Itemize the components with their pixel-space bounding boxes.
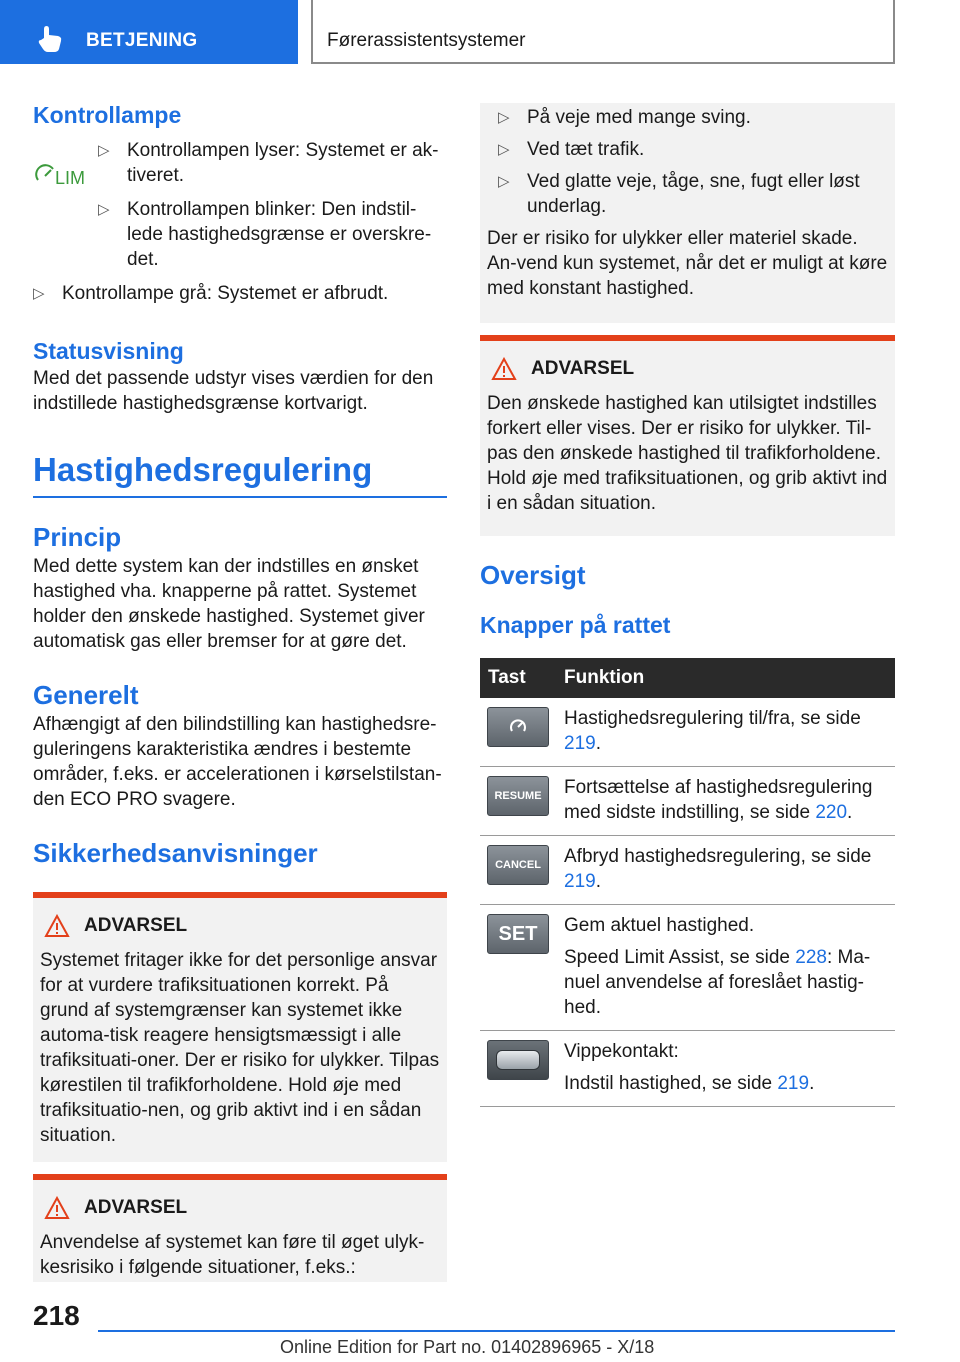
page-link[interactable]: 219 bbox=[564, 871, 596, 892]
page-link[interactable]: 228 bbox=[795, 947, 827, 968]
function-text-after: . bbox=[847, 802, 853, 823]
table-icon-cell bbox=[480, 698, 556, 767]
table-function-cell bbox=[556, 836, 895, 905]
table-function-cell bbox=[556, 767, 895, 836]
warning-text: Der er risiko for ulykker eller materiel skade. An-vend kun systemet, når det er muligt at køre med konstant hastighed. bbox=[487, 228, 888, 299]
generelt-text: Afhængigt af den bilindstilling kan hastighedsre-guleringens karakteristika ændres i bestemte områder, f.eks. er accelerationen i kørselstilstan-den ECO PRO svagere. bbox=[33, 714, 442, 810]
rocker-switch-icon bbox=[487, 1040, 549, 1080]
main-heading: Hastighedsregulering bbox=[33, 451, 373, 488]
function-text: Speed Limit Assist, se side bbox=[564, 947, 796, 968]
warning-header bbox=[40, 1196, 440, 1220]
function-text: Indstil hastighed, se side bbox=[564, 1073, 778, 1094]
princip-heading: Princip bbox=[33, 522, 122, 552]
page-link[interactable]: 219 bbox=[564, 733, 596, 754]
warning-triangle-icon bbox=[44, 914, 70, 938]
icon-text: RESUME bbox=[494, 789, 542, 802]
warning-label: ADVARSEL bbox=[84, 915, 188, 936]
lim-label: LIM bbox=[55, 168, 86, 188]
cruise-onoff-icon bbox=[487, 707, 549, 747]
warning-header bbox=[487, 357, 888, 381]
right-column bbox=[480, 103, 895, 1107]
warning-label: ADVARSEL bbox=[84, 1197, 188, 1218]
situation-item: ▷ Ved tæt trafik. bbox=[498, 137, 888, 162]
warning-box bbox=[480, 335, 895, 536]
buttons-table bbox=[480, 658, 895, 1107]
function-text-after: : Ma-nuel anvendelse af foreslået hastig-hed. bbox=[564, 947, 871, 1018]
header-title-box bbox=[311, 0, 895, 64]
icon-text: SET bbox=[498, 922, 538, 945]
lim-indicator-icon bbox=[33, 164, 87, 194]
heading-rule bbox=[33, 496, 447, 498]
footer-rule bbox=[98, 1330, 895, 1332]
table-header-row bbox=[480, 658, 895, 698]
princip-text: Med dette system kan der indstilles en ønsket hastighed vha. knapperne på rattet. Systemet holder den ønskede hastighed. Systemet giver automatisk gas eller bremser for at gøre det. bbox=[33, 556, 425, 652]
function-text: Hastighedsregulering til/fra, se side bbox=[564, 708, 861, 729]
table-row bbox=[480, 836, 895, 905]
header-section-label: BETJENING bbox=[86, 30, 198, 51]
generelt-heading: Generelt bbox=[33, 680, 139, 710]
kontrollampe-item: ▷ Kontrollampen blinker: Den indstil-lede hastighedsgrænse er overskre-det. bbox=[98, 197, 447, 272]
knapper-heading: Knapper på rattet bbox=[480, 612, 671, 638]
table-row bbox=[480, 698, 895, 767]
table-function-cell bbox=[556, 905, 895, 1031]
oversigt-heading: Oversigt bbox=[480, 560, 586, 590]
situation-item: ▷ Ved glatte veje, tåge, sne, fugt eller løst underlag. bbox=[498, 169, 888, 219]
page-number: 218 bbox=[33, 1300, 80, 1331]
warning-triangle-icon bbox=[491, 357, 517, 381]
table-icon-cell bbox=[480, 767, 556, 836]
function-text: Fortsættelse af hastighedsregulering med sidste indstilling, se side bbox=[564, 777, 873, 823]
sikkerhed-heading: Sikkerhedsanvisninger bbox=[33, 838, 318, 868]
header-title: Førerassistentsystemer bbox=[327, 30, 526, 51]
table-function-cell bbox=[556, 698, 895, 767]
kontrollampe-gray-item: ▷ Kontrollampe grå: Systemet er afbrudt. bbox=[33, 281, 447, 306]
icon-text: CANCEL bbox=[495, 858, 541, 871]
resume-button-icon bbox=[487, 776, 549, 816]
kontrollampe-block bbox=[33, 138, 447, 306]
table-icon-cell bbox=[480, 836, 556, 905]
function-text-2 bbox=[564, 945, 887, 1020]
function-text: Afbryd hastighedsregulering, se side bbox=[564, 846, 872, 867]
left-column bbox=[33, 100, 447, 1282]
page-link[interactable]: 219 bbox=[777, 1073, 810, 1094]
kontrollampe-heading: Kontrollampe bbox=[33, 102, 182, 128]
warning-label: ADVARSEL bbox=[531, 358, 635, 379]
warning-triangle-icon bbox=[44, 1196, 70, 1220]
warning-header bbox=[40, 914, 440, 938]
table-header-cell: Tast bbox=[480, 658, 556, 698]
table-icon-cell bbox=[480, 905, 556, 1031]
set-button-icon bbox=[487, 914, 549, 954]
hand-icon bbox=[36, 24, 66, 54]
table-header-cell: Funktion bbox=[556, 658, 895, 698]
function-text: Vippekontakt: bbox=[564, 1041, 679, 1062]
table-function-cell bbox=[556, 1031, 895, 1107]
function-text-2 bbox=[564, 1071, 887, 1096]
function-text-after: . bbox=[809, 1073, 815, 1094]
warning-text: Systemet fritager ikke for det personlige ansvar for at vurdere trafiksituationen korrekt. På grund af systemgrænser kan systemet ikke automa-tisk reagere hensigtsmæssigt i alle trafiksituati-oner. Der er risiko for ulykker. Tilpas kørestilen til trafikforholdene. Hold øje med trafiksituatio-nen, og grib aktivt ind i en sådan situation. bbox=[40, 950, 440, 1146]
footer-edition: Online Edition for Part no. 01402896965 - X/18 bbox=[280, 1337, 655, 1357]
warning-box bbox=[33, 1174, 447, 1282]
statusvisning-heading: Statusvisning bbox=[33, 338, 184, 364]
warning-text: Anvendelse af systemet kan føre til øget ulyk-kesrisiko i følgende situationer, f.eks.: bbox=[40, 1232, 425, 1278]
cancel-button-icon bbox=[487, 845, 549, 885]
function-text-after: . bbox=[595, 733, 601, 754]
table-row bbox=[480, 905, 895, 1031]
warning-continuation bbox=[480, 103, 895, 323]
warning-text: Den ønskede hastighed kan utilsigtet indstilles forkert eller vises. Der er risiko for ulykker. Til-pas den ønskede hastighed til trafikforholdene. Hold øje med trafiksituationen, og grib aktivt ind i en sådan situation. bbox=[487, 393, 888, 514]
table-icon-cell bbox=[480, 1031, 556, 1107]
header-section-tab bbox=[0, 0, 298, 64]
table-row bbox=[480, 1031, 895, 1107]
function-text-after: . bbox=[595, 871, 601, 892]
page-link[interactable]: 220 bbox=[815, 802, 848, 823]
function-text: Gem aktuel hastighed. bbox=[564, 915, 755, 936]
kontrollampe-item: ▷ Kontrollampen lyser: Systemet er ak-tiveret. bbox=[98, 138, 447, 188]
situation-item: ▷ På veje med mange sving. bbox=[498, 105, 888, 130]
table-row bbox=[480, 767, 895, 836]
warning-box bbox=[33, 892, 447, 1162]
statusvisning-text: Med det passende udstyr vises værdien for den indstillede hastighedsgrænse kortvarigt. bbox=[33, 368, 434, 414]
